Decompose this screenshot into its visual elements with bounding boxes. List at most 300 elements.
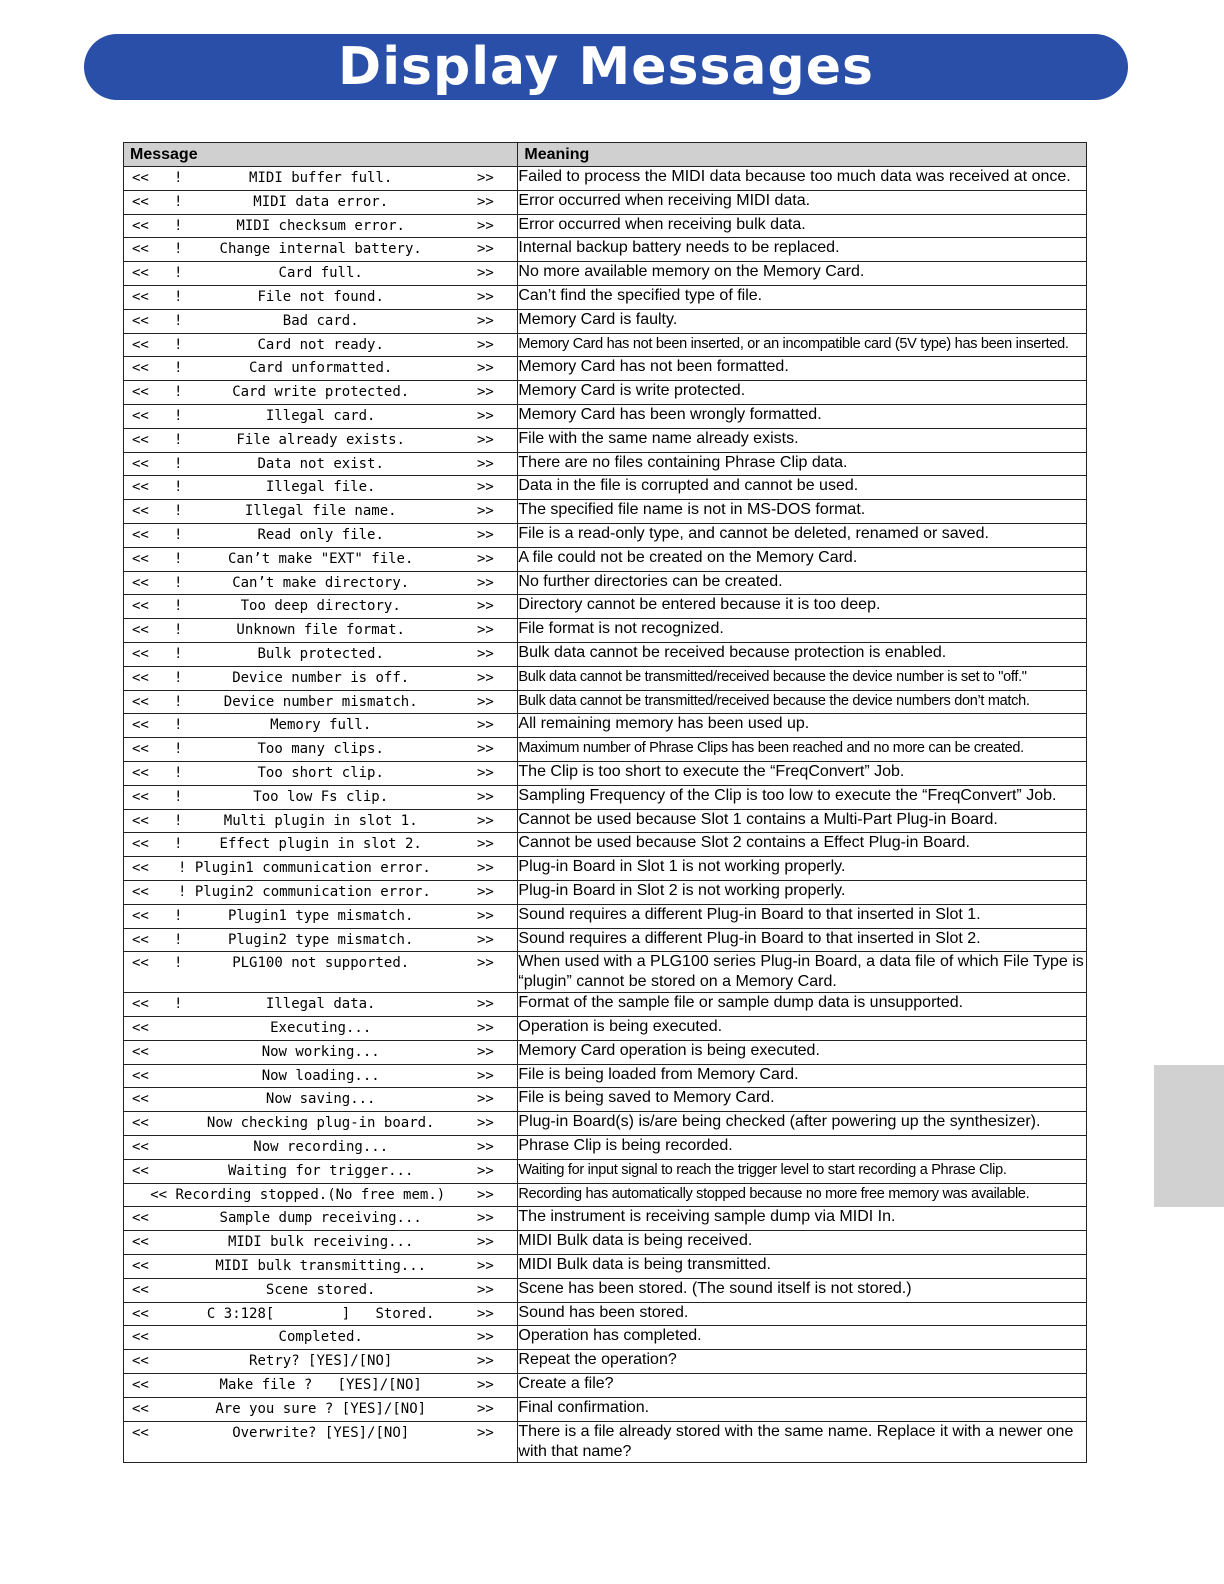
meaning-cell: Sampling Frequency of the Clip is too low to execute the “FreqConvert” Job. <box>518 785 1087 809</box>
meaning-cell: Memory Card operation is being executed. <box>518 1040 1087 1064</box>
table-row <box>124 809 1087 833</box>
close-bracket: >> <box>477 550 494 567</box>
message-text: Illegal data. <box>265 996 376 1013</box>
close-bracket: >> <box>477 598 494 615</box>
close-bracket: >> <box>477 764 494 781</box>
open-bracket: << <box>132 312 149 329</box>
open-bracket: << <box>132 788 149 805</box>
message-text: ! Plugin1 communication error. <box>178 860 431 877</box>
message-cell <box>124 1350 518 1374</box>
open-bracket: << <box>132 836 149 853</box>
message-cell <box>124 1088 518 1112</box>
message-text: MIDI checksum error. <box>236 217 405 234</box>
alert-mark: ! <box>174 312 183 329</box>
message-text: Device number is off. <box>232 669 410 686</box>
close-bracket: >> <box>477 836 494 853</box>
close-bracket: >> <box>477 217 494 234</box>
table-row <box>124 952 1087 993</box>
alert-mark: ! <box>174 741 183 758</box>
alert-mark: ! <box>174 622 183 639</box>
alert-mark: ! <box>174 336 183 353</box>
message-text: Plugin2 type mismatch. <box>227 931 414 948</box>
table-row <box>124 262 1087 286</box>
close-bracket: >> <box>477 431 494 448</box>
alert-mark: ! <box>174 479 183 496</box>
close-bracket: >> <box>477 574 494 591</box>
message-text: Effect plugin in slot 2. <box>219 836 422 853</box>
alert-mark: ! <box>174 812 183 829</box>
header-message: Message <box>124 143 518 167</box>
meaning-cell: Operation has completed. <box>518 1326 1087 1350</box>
open-bracket: << <box>132 931 149 948</box>
table-row <box>124 571 1087 595</box>
close-bracket: >> <box>477 883 494 900</box>
message-cell <box>124 1159 518 1183</box>
open-bracket: << <box>132 265 149 282</box>
meaning-cell: Memory Card has not been formatted. <box>518 357 1087 381</box>
meaning-cell: File format is not recognized. <box>518 619 1087 643</box>
message-cell <box>124 928 518 952</box>
meaning-cell: File is a read-only type, and cannot be deleted, renamed or saved. <box>518 523 1087 547</box>
close-bracket: >> <box>477 622 494 639</box>
message-cell <box>124 381 518 405</box>
close-bracket: >> <box>477 1424 494 1441</box>
open-bracket: << <box>132 431 149 448</box>
open-bracket: << <box>132 1091 149 1108</box>
open-bracket: << <box>132 645 149 662</box>
meaning-cell: Phrase Clip is being recorded. <box>518 1136 1087 1160</box>
table-row <box>124 928 1087 952</box>
open-bracket: << <box>132 550 149 567</box>
meaning-cell: Plug-in Board(s) is/are being checked (after powering up the synthesizer). <box>518 1112 1087 1136</box>
table-row <box>124 1326 1087 1350</box>
alert-mark: ! <box>174 550 183 567</box>
open-bracket: << <box>132 241 149 258</box>
close-bracket: >> <box>477 931 494 948</box>
message-cell <box>124 714 518 738</box>
message-cell <box>124 262 518 286</box>
meaning-cell: There are no files containing Phrase Clip data. <box>518 452 1087 476</box>
message-cell <box>124 785 518 809</box>
close-bracket: >> <box>477 479 494 496</box>
table-row <box>124 1231 1087 1255</box>
message-cell <box>124 1040 518 1064</box>
message-cell <box>124 1255 518 1279</box>
close-bracket: >> <box>477 741 494 758</box>
message-cell <box>124 1207 518 1231</box>
alert-mark: ! <box>174 384 183 401</box>
open-bracket: << <box>132 669 149 686</box>
message-text: Overwrite? [YES]/[NO] <box>232 1424 410 1441</box>
message-cell <box>124 404 518 428</box>
message-text: MIDI bulk receiving... <box>227 1234 414 1251</box>
table-row <box>124 1278 1087 1302</box>
meaning-cell: Operation is being executed. <box>518 1017 1087 1041</box>
message-cell <box>124 476 518 500</box>
message-cell <box>124 500 518 524</box>
message-cell <box>124 1421 518 1462</box>
close-bracket: >> <box>477 1281 494 1298</box>
alert-mark: ! <box>174 265 183 282</box>
message-cell <box>124 1064 518 1088</box>
meaning-cell: MIDI Bulk data is being received. <box>518 1231 1087 1255</box>
open-bracket: << <box>132 1329 149 1346</box>
title-banner <box>84 34 1128 100</box>
message-text: Now loading... <box>261 1067 380 1084</box>
table-row <box>124 1183 1087 1207</box>
open-bracket: << <box>132 693 149 710</box>
message-cell <box>124 809 518 833</box>
table-row <box>124 428 1087 452</box>
message-cell <box>124 880 518 904</box>
message-text: Bulk protected. <box>257 645 384 662</box>
open-bracket: << <box>132 1353 149 1370</box>
table-row <box>124 993 1087 1017</box>
meaning-cell: Memory Card is write protected. <box>518 381 1087 405</box>
table-row <box>124 190 1087 214</box>
close-bracket: >> <box>477 1305 494 1322</box>
open-bracket: << <box>132 288 149 305</box>
table-row <box>124 1397 1087 1421</box>
close-bracket: >> <box>477 1400 494 1417</box>
alert-mark: ! <box>174 526 183 543</box>
table-row <box>124 1017 1087 1041</box>
table-body <box>124 167 1087 1463</box>
table-row <box>124 690 1087 714</box>
meaning-cell: No further directories can be created. <box>518 571 1087 595</box>
close-bracket: >> <box>477 1210 494 1227</box>
close-bracket: >> <box>477 955 494 972</box>
close-bracket: >> <box>477 907 494 924</box>
meaning-cell: There is a file already stored with the same name. Replace it with a newer one with that name? <box>518 1421 1087 1462</box>
open-bracket: << <box>132 1162 149 1179</box>
close-bracket: >> <box>477 812 494 829</box>
message-text: Plugin1 type mismatch. <box>227 907 414 924</box>
message-text: Change internal battery. <box>219 241 422 258</box>
message-cell <box>124 1326 518 1350</box>
message-text: Read only file. <box>257 526 384 543</box>
table-row <box>124 214 1087 238</box>
open-bracket: << <box>132 955 149 972</box>
table-row <box>124 167 1087 191</box>
open-bracket: << <box>132 503 149 520</box>
message-text: << Recording stopped.(No free mem.) <box>150 1186 446 1203</box>
table-row <box>124 500 1087 524</box>
alert-mark: ! <box>174 193 183 210</box>
message-text: Can’t make directory. <box>232 574 410 591</box>
open-bracket: << <box>132 1043 149 1060</box>
message-text: Data not exist. <box>257 455 384 472</box>
table-row <box>124 285 1087 309</box>
close-bracket: >> <box>477 455 494 472</box>
open-bracket: << <box>132 764 149 781</box>
meaning-cell: Recording has automatically stopped because no more free memory was available. <box>518 1183 1087 1207</box>
close-bracket: >> <box>477 407 494 424</box>
message-cell <box>124 238 518 262</box>
message-cell <box>124 547 518 571</box>
message-text: Memory full. <box>270 717 372 734</box>
message-cell <box>124 690 518 714</box>
table-row <box>124 404 1087 428</box>
message-text: File already exists. <box>236 431 405 448</box>
close-bracket: >> <box>477 384 494 401</box>
message-cell <box>124 357 518 381</box>
message-cell <box>124 190 518 214</box>
message-text: Retry? [YES]/[NO] <box>249 1353 393 1370</box>
open-bracket: << <box>132 1020 149 1037</box>
message-cell <box>124 1374 518 1398</box>
message-cell <box>124 952 518 993</box>
message-text: ! Plugin2 communication error. <box>178 883 431 900</box>
open-bracket: << <box>132 479 149 496</box>
meaning-cell: Memory Card has been wrongly formatted. <box>518 404 1087 428</box>
open-bracket: << <box>132 193 149 210</box>
open-bracket: << <box>132 360 149 377</box>
message-cell <box>124 285 518 309</box>
meaning-cell: Repeat the operation? <box>518 1350 1087 1374</box>
message-text: Too low Fs clip. <box>253 788 389 805</box>
message-text: Multi plugin in slot 1. <box>223 812 418 829</box>
close-bracket: >> <box>477 1043 494 1060</box>
message-cell <box>124 993 518 1017</box>
close-bracket: >> <box>477 1020 494 1037</box>
meaning-cell: Sound requires a different Plug-in Board to that inserted in Slot 1. <box>518 904 1087 928</box>
message-cell <box>124 619 518 643</box>
meaning-cell: The instrument is receiving sample dump via MIDI In. <box>518 1207 1087 1231</box>
table-row <box>124 1112 1087 1136</box>
close-bracket: >> <box>477 669 494 686</box>
side-tab <box>1154 1065 1224 1207</box>
open-bracket: << <box>132 1067 149 1084</box>
alert-mark: ! <box>174 360 183 377</box>
meaning-cell: Format of the sample file or sample dump data is unsupported. <box>518 993 1087 1017</box>
open-bracket: << <box>132 336 149 353</box>
message-text: Illegal card. <box>265 407 376 424</box>
table-row <box>124 1302 1087 1326</box>
message-text: Too deep directory. <box>240 598 401 615</box>
meaning-cell: Plug-in Board in Slot 2 is not working properly. <box>518 880 1087 904</box>
message-cell <box>124 523 518 547</box>
table-row <box>124 1040 1087 1064</box>
alert-mark: ! <box>174 996 183 1013</box>
close-bracket: >> <box>477 1139 494 1156</box>
message-cell <box>124 309 518 333</box>
meaning-cell: MIDI Bulk data is being transmitted. <box>518 1255 1087 1279</box>
open-bracket: << <box>132 741 149 758</box>
message-cell <box>124 833 518 857</box>
close-bracket: >> <box>477 1067 494 1084</box>
close-bracket: >> <box>477 1091 494 1108</box>
open-bracket: << <box>132 1139 149 1156</box>
message-text: Card full. <box>278 265 363 282</box>
message-text: Waiting for trigger... <box>227 1162 414 1179</box>
open-bracket: << <box>132 1377 149 1394</box>
message-text: Make file ? [YES]/[NO] <box>219 1377 422 1394</box>
open-bracket: << <box>132 455 149 472</box>
close-bracket: >> <box>477 788 494 805</box>
meaning-cell: Data in the file is corrupted and cannot be used. <box>518 476 1087 500</box>
open-bracket: << <box>132 1210 149 1227</box>
message-text: Illegal file. <box>265 479 376 496</box>
table-row <box>124 1350 1087 1374</box>
open-bracket: << <box>132 1424 149 1441</box>
alert-mark: ! <box>174 288 183 305</box>
open-bracket: << <box>132 1305 149 1322</box>
message-text: Now recording... <box>253 1139 389 1156</box>
message-text: Too short clip. <box>257 764 384 781</box>
message-cell <box>124 857 518 881</box>
close-bracket: >> <box>477 1258 494 1275</box>
message-cell <box>124 642 518 666</box>
header-meaning: Meaning <box>518 143 1087 167</box>
open-bracket: << <box>132 860 149 877</box>
message-cell <box>124 1231 518 1255</box>
meaning-cell: Waiting for input signal to reach the trigger level to start recording a Phrase Clip. <box>518 1159 1087 1183</box>
message-cell <box>124 1112 518 1136</box>
message-text: Completed. <box>278 1329 363 1346</box>
message-text: PLG100 not supported. <box>232 955 410 972</box>
table-row <box>124 785 1087 809</box>
close-bracket: >> <box>477 645 494 662</box>
close-bracket: >> <box>477 336 494 353</box>
table-row <box>124 309 1087 333</box>
table-row <box>124 595 1087 619</box>
message-cell <box>124 1278 518 1302</box>
close-bracket: >> <box>477 1353 494 1370</box>
open-bracket: << <box>132 170 149 186</box>
message-text: Too many clips. <box>257 741 384 758</box>
meaning-cell: No more available memory on the Memory Card. <box>518 262 1087 286</box>
meaning-cell: Failed to process the MIDI data because too much data was received at once. <box>518 167 1087 191</box>
close-bracket: >> <box>477 693 494 710</box>
alert-mark: ! <box>174 645 183 662</box>
message-cell <box>124 167 518 191</box>
meaning-cell: Memory Card has not been inserted, or an incompatible card (5V type) has been inserted. <box>518 333 1087 357</box>
table-row <box>124 642 1087 666</box>
close-bracket: >> <box>477 170 494 186</box>
message-text: Card not ready. <box>257 336 384 353</box>
close-bracket: >> <box>477 526 494 543</box>
alert-mark: ! <box>174 764 183 781</box>
page-title: Display Messages <box>338 37 874 97</box>
meaning-cell: Directory cannot be entered because it is too deep. <box>518 595 1087 619</box>
meaning-cell: Final confirmation. <box>518 1397 1087 1421</box>
message-text: C 3:128[ ] Stored. <box>206 1305 435 1322</box>
alert-mark: ! <box>174 503 183 520</box>
meaning-cell: Memory Card is faulty. <box>518 309 1087 333</box>
alert-mark: ! <box>174 170 183 186</box>
alert-mark: ! <box>174 431 183 448</box>
message-text: MIDI data error. <box>253 193 389 210</box>
meaning-cell: Cannot be used because Slot 2 contains a Effect Plug-in Board. <box>518 833 1087 857</box>
alert-mark: ! <box>174 598 183 615</box>
alert-mark: ! <box>174 669 183 686</box>
alert-mark: ! <box>174 955 183 972</box>
table-row <box>124 714 1087 738</box>
close-bracket: >> <box>477 288 494 305</box>
message-cell <box>124 333 518 357</box>
message-cell <box>124 1017 518 1041</box>
open-bracket: << <box>132 1258 149 1275</box>
message-text: MIDI buffer full. <box>249 170 393 186</box>
alert-mark: ! <box>174 407 183 424</box>
alert-mark: ! <box>174 788 183 805</box>
message-cell <box>124 738 518 762</box>
message-text: Now saving... <box>265 1091 376 1108</box>
alert-mark: ! <box>174 241 183 258</box>
message-cell <box>124 1136 518 1160</box>
table-row <box>124 333 1087 357</box>
message-text: Now checking plug-in board. <box>206 1115 435 1132</box>
table-row <box>124 452 1087 476</box>
table-row <box>124 547 1087 571</box>
message-cell <box>124 214 518 238</box>
meaning-cell: All remaining memory has been used up. <box>518 714 1087 738</box>
open-bracket: << <box>132 883 149 900</box>
close-bracket: >> <box>477 241 494 258</box>
open-bracket: << <box>132 526 149 543</box>
close-bracket: >> <box>477 1377 494 1394</box>
table-row <box>124 523 1087 547</box>
message-text: Scene stored. <box>265 1281 376 1298</box>
table-row <box>124 1421 1087 1462</box>
meaning-cell: Error occurred when receiving MIDI data. <box>518 190 1087 214</box>
open-bracket: << <box>132 574 149 591</box>
table-row <box>124 880 1087 904</box>
message-cell <box>124 1302 518 1326</box>
close-bracket: >> <box>477 1115 494 1132</box>
table-row <box>124 738 1087 762</box>
table-row <box>124 1159 1087 1183</box>
message-text: Can’t make "EXT" file. <box>227 550 414 567</box>
open-bracket: << <box>132 812 149 829</box>
meaning-cell: Maximum number of Phrase Clips has been reached and no more can be created. <box>518 738 1087 762</box>
open-bracket: << <box>132 598 149 615</box>
meaning-cell: Bulk data cannot be transmitted/received because the device numbers don’t match. <box>518 690 1087 714</box>
meaning-cell: File is being loaded from Memory Card. <box>518 1064 1087 1088</box>
open-bracket: << <box>132 622 149 639</box>
close-bracket: >> <box>477 503 494 520</box>
alert-mark: ! <box>174 574 183 591</box>
message-text: Card unformatted. <box>249 360 393 377</box>
meaning-cell: When used with a PLG100 series Plug-in Board, a data file of which File Type is “plugin” cannot be stored on a Memory Card. <box>518 952 1087 993</box>
meaning-cell: Bulk data cannot be transmitted/received because the device number is set to "off." <box>518 666 1087 690</box>
meaning-cell: Bulk data cannot be received because protection is enabled. <box>518 642 1087 666</box>
close-bracket: >> <box>477 193 494 210</box>
alert-mark: ! <box>174 836 183 853</box>
message-text: Now working... <box>261 1043 380 1060</box>
table-row <box>124 357 1087 381</box>
table-row <box>124 761 1087 785</box>
table-row <box>124 666 1087 690</box>
alert-mark: ! <box>174 693 183 710</box>
close-bracket: >> <box>477 1329 494 1346</box>
open-bracket: << <box>132 1115 149 1132</box>
open-bracket: << <box>132 907 149 924</box>
open-bracket: << <box>132 217 149 234</box>
meaning-cell: File with the same name already exists. <box>518 428 1087 452</box>
meaning-cell: Can’t find the specified type of file. <box>518 285 1087 309</box>
meaning-cell: Sound has been stored. <box>518 1302 1087 1326</box>
close-bracket: >> <box>477 360 494 377</box>
message-text: Illegal file name. <box>244 503 397 520</box>
message-cell <box>124 1397 518 1421</box>
message-text: Executing... <box>270 1020 372 1037</box>
message-cell <box>124 571 518 595</box>
table-row <box>124 1064 1087 1088</box>
table-row <box>124 476 1087 500</box>
meaning-cell: Cannot be used because Slot 1 contains a Multi-Part Plug-in Board. <box>518 809 1087 833</box>
